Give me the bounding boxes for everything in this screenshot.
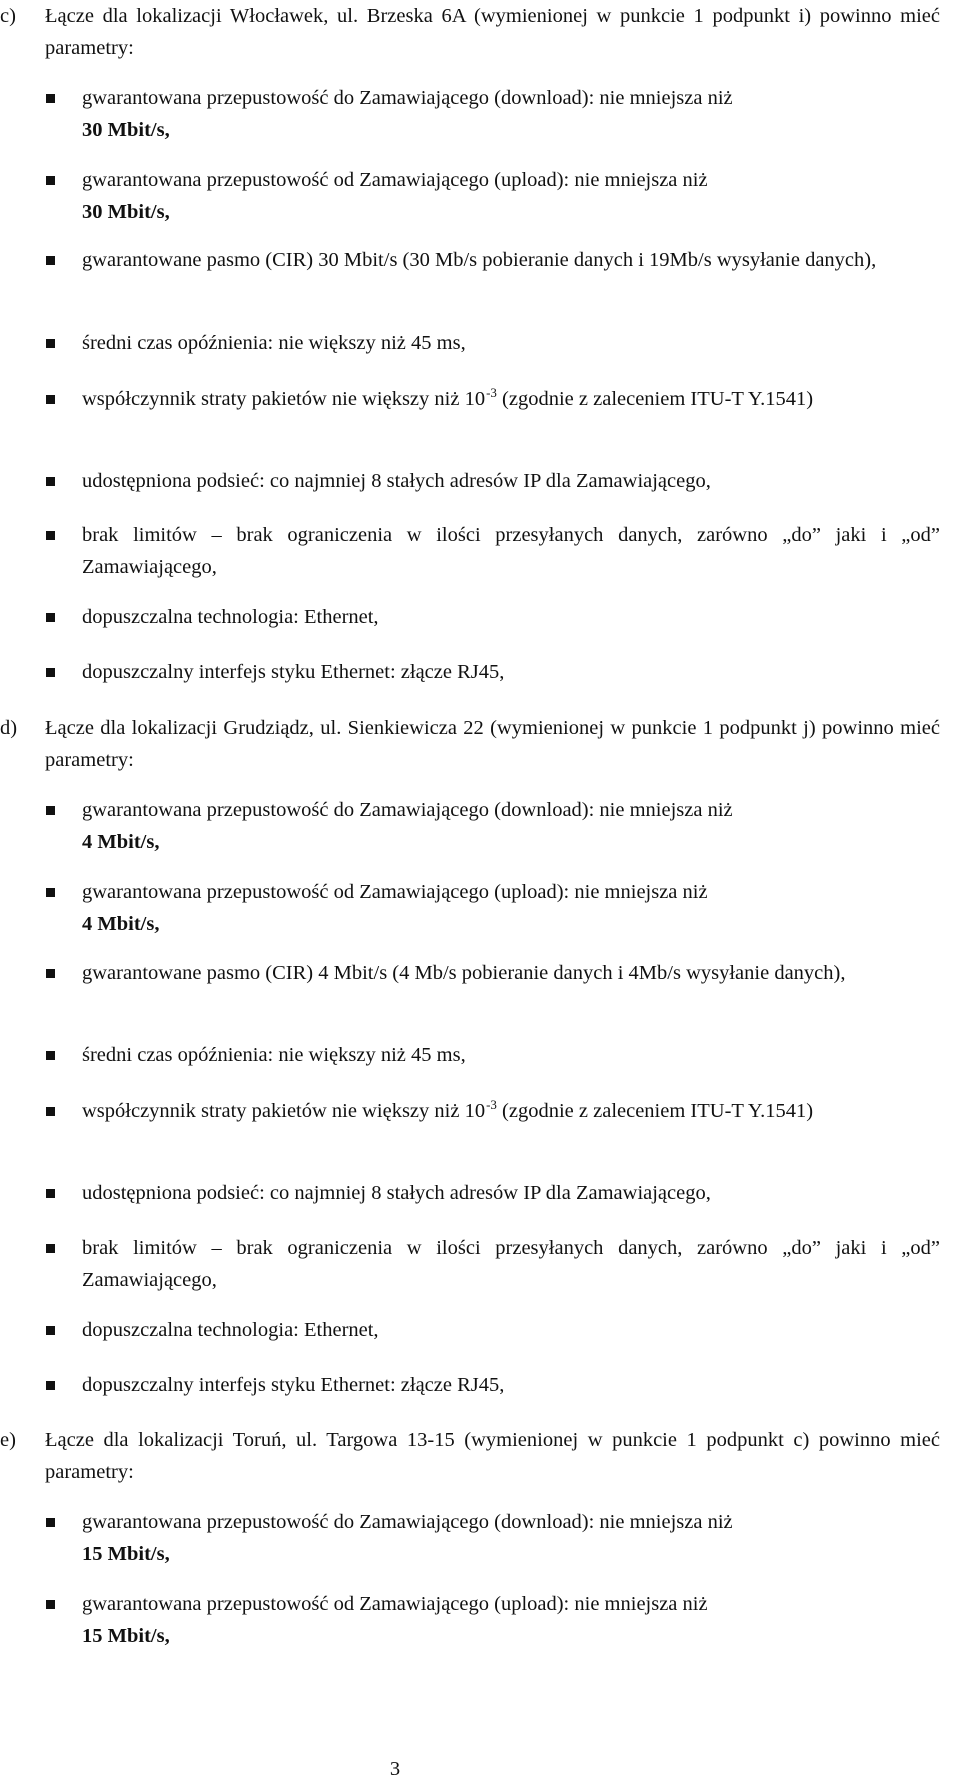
item-text: dopuszczalna technologia: Ethernet,: [82, 606, 379, 628]
square-bullet-icon: [46, 888, 55, 897]
list-item-interface: [0, 1369, 940, 1401]
item-text: średni czas opóźnienia: nie większy niż 45 ms,: [82, 332, 466, 354]
upload-value: 4 Mbit/s,: [82, 913, 160, 935]
list-item-download: [0, 82, 940, 146]
list-item-technology: [0, 601, 940, 633]
square-bullet-icon: [46, 1518, 55, 1527]
item-text: (zgodnie z zaleceniem ITU-T Y.1541): [496, 1100, 814, 1122]
exponent: -3: [486, 1097, 497, 1112]
section-letter: c): [0, 5, 16, 27]
list-item-latency: [0, 327, 940, 359]
square-bullet-icon: [46, 1600, 55, 1609]
list-item-subnet: [0, 465, 940, 497]
item-text: gwarantowana przepustowość od Zamawiającego (upload): nie mniejsza niż: [82, 881, 708, 903]
list-item-upload: [0, 164, 940, 228]
item-text: dopuszczalny interfejs styku Ethernet: złącze RJ45,: [82, 1374, 505, 1396]
square-bullet-icon: [46, 1381, 55, 1390]
square-bullet-icon: [46, 1326, 55, 1335]
square-bullet-icon: [46, 477, 55, 486]
list-item-limits: [0, 519, 940, 583]
list-item-download: [0, 1506, 940, 1570]
list-item-cir: [0, 244, 940, 276]
section-heading-text: Łącze dla lokalizacji Włocławek, ul. Brzeska 6A (wymienionej w punkcie 1 podpunkt i) powinno mieć parametry:: [45, 5, 940, 59]
section-letter: d): [0, 717, 18, 739]
item-text: gwarantowana przepustowość do Zamawiającego (download): nie mniejsza niż: [82, 1511, 733, 1533]
square-bullet-icon: [46, 1107, 55, 1116]
exponent: -3: [486, 385, 497, 400]
download-value: 30 Mbit/s,: [82, 119, 170, 141]
list-item-packet-loss: [0, 1095, 940, 1127]
list-item-latency: [0, 1039, 940, 1071]
item-text: (zgodnie z zaleceniem ITU-T Y.1541): [496, 388, 814, 410]
square-bullet-icon: [46, 613, 55, 622]
item-text: dopuszczalna technologia: Ethernet,: [82, 1319, 379, 1341]
section-c-heading: [0, 0, 940, 64]
square-bullet-icon: [46, 1051, 55, 1060]
square-bullet-icon: [46, 969, 55, 978]
item-text: gwarantowana przepustowość do Zamawiającego (download): nie mniejsza niż: [82, 87, 733, 109]
item-text: gwarantowana przepustowość od Zamawiającego (upload): nie mniejsza niż: [82, 1593, 708, 1615]
square-bullet-icon: [46, 94, 55, 103]
section-d-heading: [0, 712, 940, 776]
list-item-limits: [0, 1232, 940, 1296]
section-heading-text: Łącze dla lokalizacji Toruń, ul. Targowa 13-15 (wymienionej w punkcie 1 podpunkt c) powinno mieć parametry:: [45, 1429, 940, 1483]
square-bullet-icon: [46, 531, 55, 540]
square-bullet-icon: [46, 668, 55, 677]
list-item-interface: [0, 656, 940, 688]
item-text: gwarantowana przepustowość do Zamawiającego (download): nie mniejsza niż: [82, 799, 733, 821]
download-value: 4 Mbit/s,: [82, 831, 160, 853]
item-text: gwarantowane pasmo (CIR) 4 Mbit/s (4 Mb/s pobieranie danych i 4Mb/s wysyłanie danych),: [82, 962, 846, 984]
list-item-technology: [0, 1314, 940, 1346]
square-bullet-icon: [46, 176, 55, 185]
item-text: gwarantowana przepustowość od Zamawiającego (upload): nie mniejsza niż: [82, 169, 708, 191]
section-e-heading: [0, 1424, 940, 1488]
item-text: brak limitów – brak ograniczenia w ilości przesyłanych danych, zarówno „do” jaki i „od” Zamawiającego,: [82, 1237, 940, 1291]
list-item-upload: [0, 876, 940, 940]
square-bullet-icon: [46, 806, 55, 815]
item-text: brak limitów – brak ograniczenia w ilości przesyłanych danych, zarówno „do” jaki i „od” Zamawiającego,: [82, 524, 940, 578]
square-bullet-icon: [46, 256, 55, 265]
list-item-upload: [0, 1588, 940, 1652]
page-number: 3: [389, 1758, 401, 1780]
item-text: gwarantowane pasmo (CIR) 30 Mbit/s (30 Mb/s pobieranie danych i 19Mb/s wysyłanie danych),: [82, 249, 877, 271]
square-bullet-icon: [46, 339, 55, 348]
square-bullet-icon: [46, 1189, 55, 1198]
list-item-subnet: [0, 1177, 940, 1209]
section-letter: e): [0, 1429, 16, 1451]
section-heading-text: Łącze dla lokalizacji Grudziądz, ul. Sienkiewicza 22 (wymienionej w punkcie 1 podpunkt j) powinno mieć parametry:: [45, 717, 940, 771]
item-text: współczynnik straty pakietów nie większy niż 10: [82, 388, 486, 410]
item-text: współczynnik straty pakietów nie większy niż 10: [82, 1100, 486, 1122]
square-bullet-icon: [46, 395, 55, 404]
item-text: dopuszczalny interfejs styku Ethernet: złącze RJ45,: [82, 661, 505, 683]
list-item-packet-loss: [0, 383, 940, 415]
item-text: średni czas opóźnienia: nie większy niż 45 ms,: [82, 1044, 466, 1066]
square-bullet-icon: [46, 1244, 55, 1253]
item-text: udostępniona podsieć: co najmniej 8 stałych adresów IP dla Zamawiającego,: [82, 1182, 711, 1204]
item-text: udostępniona podsieć: co najmniej 8 stałych adresów IP dla Zamawiającego,: [82, 470, 711, 492]
download-value: 15 Mbit/s,: [82, 1543, 170, 1565]
upload-value: 15 Mbit/s,: [82, 1625, 170, 1647]
list-item-download: [0, 794, 940, 858]
list-item-cir: [0, 957, 940, 989]
upload-value: 30 Mbit/s,: [82, 201, 170, 223]
